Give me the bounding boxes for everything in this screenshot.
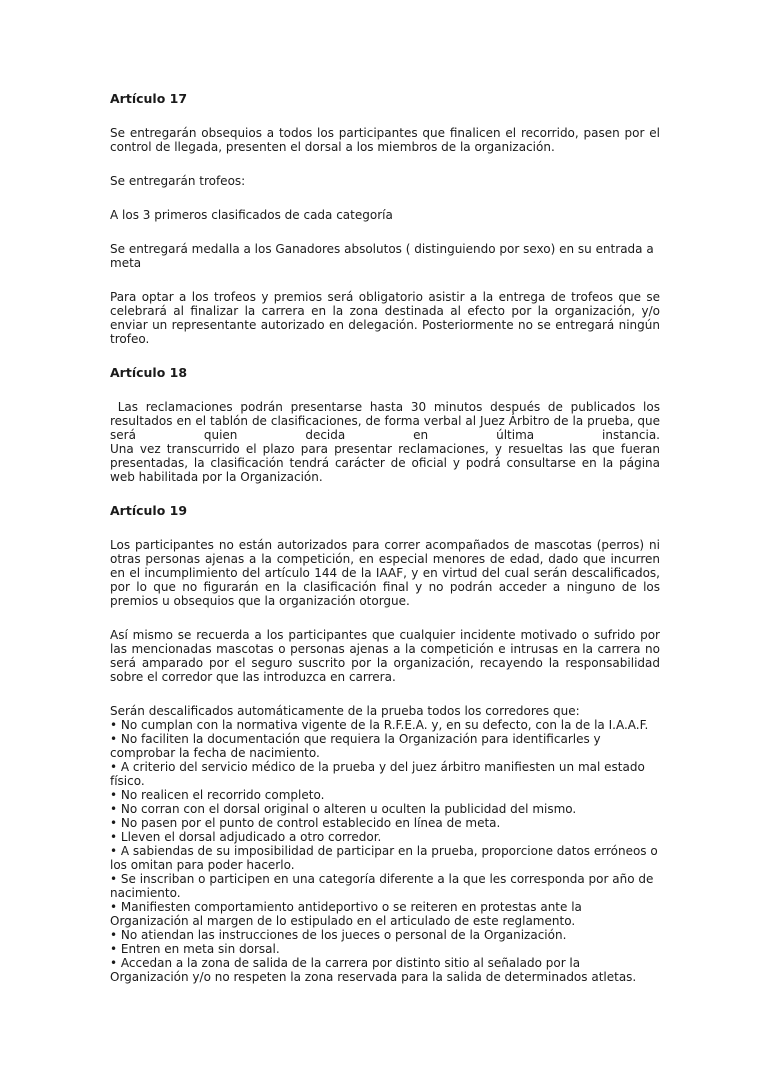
bullet-icon: • (110, 732, 118, 746)
article-17-paragraph-trophies: Se entregarán trofeos: (110, 174, 246, 188)
bullet-icon: • (110, 844, 118, 858)
article-18-heading: Artículo 18 (110, 365, 188, 380)
list-item: • No realicen el recorrido completo. (110, 788, 325, 802)
article-19-paragraph-insurance: Así mismo se recuerda a los participantes que cualquier incidente motivado o sufrido por las mencionadas mascotas o personas ajenas a la competición e intrusas en la carrera no será amparado por el seguro suscrito por la organización, recayendo la responsabilidad sobre el corredor que las introduzca en carrera. (110, 628, 660, 684)
article-17-heading: Artículo 17 (110, 91, 188, 106)
bullet-icon: • (110, 788, 118, 802)
article-19-disqualification-intro: Serán descalificados automáticamente de la prueba todos los corredores que: (110, 704, 580, 718)
bullet-icon: • (110, 760, 118, 774)
list-item: • Lleven el dorsal adjudicado a otro corredor. (110, 830, 382, 844)
article-18-official-text: Una vez transcurrido el plazo para presentar reclamaciones, y resueltas las que fueran presentadas, la clasificación tendrá carácter de oficial y podrá consultarse en la página web habilitada por la Organización. (110, 442, 660, 484)
list-item: • Entren en meta sin dorsal. (110, 942, 280, 956)
document-page (110, 91, 664, 984)
list-item: • No atiendan las instrucciones de los jueces o personal de la Organización. (110, 928, 567, 942)
article-17-paragraph-top-three: A los 3 primeros clasificados de cada categoría (110, 208, 393, 222)
list-item: • A sabiendas de su imposibilidad de participar en la prueba, proporcione datos erróneos o los omitan para poder hacerlo. (110, 844, 658, 872)
article-18-claims-text: Las reclamaciones podrán presentarse hasta 30 minutos después de publicados los resultados en el tablón de clasificaciones, de forma verbal al Juez Árbitro de la prueba, que será quien decida en última instancia. (110, 400, 664, 442)
article-19-paragraph-pets: Los participantes no están autorizados para correr acompañados de mascotas (perros) ni otras personas ajenas a la competición, en especial menores de edad, dado que incurren en el incumplimiento del artículo 144 de la IAAF, y en virtud del cual serán descalificados, por lo que no figurarán en la clasificación final y no podrán acceder a ninguno de los premios u obsequios que la organización otorgue. (110, 538, 660, 608)
article-17-paragraph-ceremony: Para optar a los trofeos y premios será obligatorio asistir a la entrega de trofeos que se celebrará al finalizar la carrera en la zona destinada al efecto por la organización, y/o enviar un representante autorizado en delegación. Posteriormente no se entregará ningún trofeo. (110, 290, 660, 346)
bullet-icon: • (110, 830, 118, 844)
bullet-icon: • (110, 942, 118, 956)
bullet-icon: • (110, 900, 118, 914)
article-19-disqualification-list (110, 718, 660, 984)
article-19-heading: Artículo 19 (110, 503, 188, 518)
bullet-icon: • (110, 802, 118, 816)
bullet-icon: • (110, 956, 118, 970)
article-17-paragraph-gifts: Se entregarán obsequios a todos los participantes que finalicen el recorrido, pasen por el control de llegada, presenten el dorsal a los miembros de la organización. (110, 126, 660, 154)
list-item: • A criterio del servicio médico de la prueba y del juez árbitro manifiesten un mal estado físico. (110, 760, 645, 788)
bullet-icon: • (110, 928, 118, 942)
article-18-paragraph (110, 400, 664, 484)
list-item: • Manifiesten comportamiento antideportivo o se reiteren en protestas ante la Organización al margen de lo estipulado en el articulado de este reglamento. (110, 900, 582, 928)
bullet-icon: • (110, 816, 118, 830)
list-item: • No faciliten la documentación que requiera la Organización para identificarles y comprobar la fecha de nacimiento. (110, 732, 601, 760)
list-item: • No corran con el dorsal original o alteren u oculten la publicidad del mismo. (110, 802, 577, 816)
list-item: • Accedan a la zona de salida de la carrera por distinto sitio al señalado por la Organización y/o no respeten la zona reservada para la salida de determinados atletas. (110, 956, 637, 984)
article-17-paragraph-medal: Se entregará medalla a los Ganadores absolutos ( distinguiendo por sexo) en su entrada a meta (110, 242, 654, 270)
bullet-icon: • (110, 718, 118, 732)
list-item: • Se inscriban o participen en una categoría diferente a la que les corresponda por año de nacimiento. (110, 872, 654, 900)
bullet-icon: • (110, 872, 118, 886)
list-item: • No cumplan con la normativa vigente de la R.F.E.A. y, en su defecto, con la de la I.A.A.F. (110, 718, 649, 732)
list-item: • No pasen por el punto de control establecido en línea de meta. (110, 816, 501, 830)
